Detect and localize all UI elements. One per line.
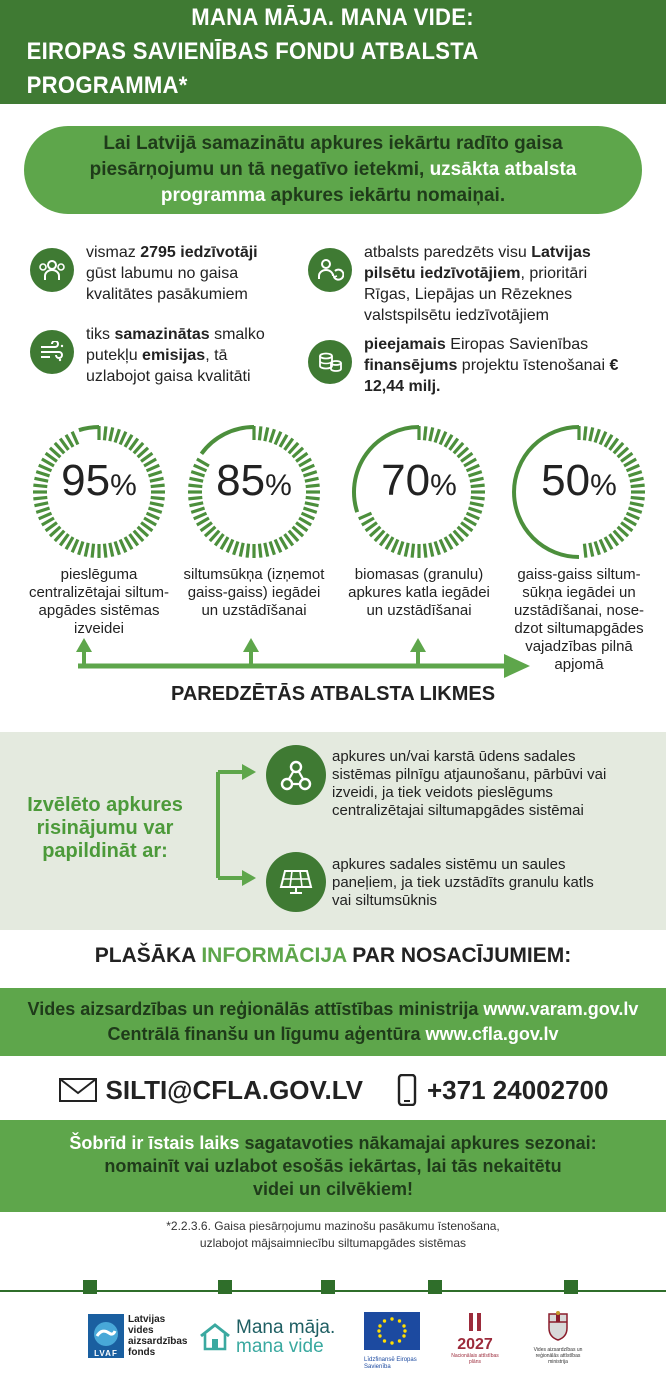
fact-residents-text: vismaz 2795 iedzīvotāji gūst labumu no gaisa kvalitātes pasākumiem (86, 244, 258, 303)
gauge-tick-filled (424, 426, 425, 440)
gauge-tick-filled (467, 513, 480, 519)
gauge-tick-filled (259, 426, 260, 440)
gauge-tick-filled (39, 513, 52, 519)
fact-cities (308, 242, 628, 326)
gauge-value-4: 50% (541, 456, 617, 505)
gauge-remainder-arc (201, 427, 254, 454)
gauge-tick-filled (590, 427, 593, 441)
footnote-line2: uzlabojot mājsaimniecību siltumapgādes sistēmas (199, 1236, 467, 1250)
gauge-tick-filled (191, 508, 204, 512)
lvaf-emblem: LVAF (88, 1314, 124, 1358)
gauge-tick-filled (79, 541, 83, 554)
gauge-tick-filled (110, 427, 113, 441)
gauge-tick-filled (468, 508, 481, 512)
gauge-tick-filled (275, 432, 281, 445)
email-text[interactable]: SILTI@CFLA.GOV.LV (105, 1074, 363, 1105)
phone-contact[interactable] (397, 1074, 608, 1106)
gauge-tick-filled (584, 426, 585, 440)
agencies-band (0, 988, 666, 1056)
footnote-line1: *2.2.3.6. Gaisa piesārņojumu mazinošu pasākumu īstenošana, (166, 1219, 500, 1233)
varam-logo: Vides aizsardzības un reģionālās attīstības ministrija (528, 1310, 588, 1365)
fact-residents (30, 242, 290, 305)
footnote (0, 1218, 666, 1252)
gauge-tick-filled (600, 540, 606, 553)
gauge-tick-filled (36, 508, 49, 512)
gauge-tick-filled (104, 544, 105, 558)
footer-divider (0, 1276, 666, 1296)
gauge-tick-filled (240, 543, 243, 557)
eu-logo: Līdzfinansē Eiropas Savienība (364, 1312, 424, 1371)
gauge-tick-filled (464, 518, 476, 525)
solar-panel-icon (266, 852, 326, 912)
people-icon (30, 248, 74, 292)
gauge-tick-filled (595, 429, 599, 442)
gauge-tick-filled (110, 543, 113, 557)
gauge-tick-filled (194, 513, 207, 519)
gauge-tick-filled (392, 540, 398, 553)
gauge-tick-filled (424, 544, 425, 558)
phone-icon (397, 1074, 417, 1106)
gauge-tick-filled (590, 543, 593, 557)
call-line3: videi un cilvēkiem! (252, 1178, 414, 1199)
agency-varam: Vides aizsardzības un reģionālās attīstības ministrija www.varam.gov.lv (27, 999, 639, 1019)
gauge-tick-filled (125, 435, 132, 447)
intro-pill (24, 126, 642, 214)
network-icon (266, 745, 326, 805)
call-line2: nomainīt vai uzlabot esošās iekārtas, lai tās nekaitētu (104, 1155, 562, 1176)
gauge-tick-filled (430, 543, 433, 557)
gauge-tick-filled (125, 537, 132, 549)
gauge-tick-filled (412, 544, 413, 558)
header-banner (0, 0, 666, 104)
gauge-tick-filled (115, 429, 119, 442)
cfla-link[interactable]: www.cfla.gov.lv (425, 1024, 559, 1044)
lvaf-logo: LVAF Latvijas vides aizsardzības fonds (88, 1314, 190, 1358)
house-icon (198, 1322, 232, 1352)
gauge-tick-filled (605, 537, 612, 549)
fact-emissions (30, 324, 290, 387)
fact-cities-text: atbalsts paredzēts visu Latvijas pilsētu iedzīvotājiem, prioritāri Rīgas, Liepājas un Rēzeknes valstspilsētu iedzīvotājiem (364, 244, 591, 324)
coins-icon (308, 340, 352, 384)
gauge-tick-filled (259, 544, 260, 558)
gauge-tick-filled (600, 432, 606, 445)
gauge-tick-filled (362, 518, 374, 525)
contacts-row (0, 1068, 666, 1112)
gauge-tick-filled (221, 537, 228, 549)
gauge-tick-filled (72, 432, 78, 445)
gauge-tick-filled (144, 518, 156, 525)
gauge-tick-filled (445, 435, 452, 447)
fact-funding-text: pieejamais Eiropas Savienības finansējums projektu īstenošanai € 12,44 milj. (364, 336, 619, 395)
header-title-line1: MANA MĀJA. MANA VIDE: (191, 4, 475, 31)
gauge-tick-filled (399, 541, 403, 554)
gauge-tick-filled (275, 540, 281, 553)
gauge-tick-filled (280, 537, 287, 549)
agency-cfla: Centrālā finanšu un līgumu aģentūra www.cfla.gov.lv (107, 1024, 559, 1044)
rates-title: PAREDZĒTĀS ATBALSTA LIKMES (170, 683, 496, 705)
extra-bracket-arrows (200, 760, 260, 890)
gauge-tick-filled (120, 432, 126, 445)
gauge-tick-filled (440, 540, 446, 553)
gauge-tick-filled (445, 537, 452, 549)
nap-logo: 2027 Nacionālais attīstības plāns (450, 1312, 500, 1365)
more-info-heading: PLAŠĀKA INFORMĀCIJA PAR NOSACĪJUMIEM: (94, 944, 572, 967)
header-title-line2: EIROPAS SAVIENĪBAS FONDU ATBALSTA PROGRAMMA* (26, 38, 478, 99)
extra-item-2: apkures sadales sistēmu un saules paneļiem, ja tiek uzstādīts granulu katls vai siltumsūknis (332, 856, 594, 909)
gauge-tick-filled (270, 541, 274, 554)
varam-link[interactable]: www.varam.gov.lv (483, 999, 639, 1019)
gauge-label-2: siltumsūkņa (izņemot gaiss-gaiss) iegādei un uzstādīšanai (183, 566, 325, 619)
gauge-value-3: 70% (381, 456, 457, 505)
gauge-value-1: 95% (61, 456, 137, 505)
gauge-value-2: 85% (216, 456, 292, 505)
gauge-tick-filled (85, 543, 88, 557)
rates-arrow (0, 636, 666, 680)
email-contact[interactable] (58, 1075, 363, 1106)
gauge-tick-filled (148, 508, 161, 512)
gauge-label-1: pieslēguma centralizētajai siltum-apgādes sistēmas izveidei (28, 566, 170, 637)
gauge-tick-filled (66, 435, 73, 447)
gauge-tick-filled (270, 429, 274, 442)
intro-text: Lai Latvijā samazinātu apkures iekārtu radīto gaisa piesārņojumu un tā negatīvo ietekmi, uzsākta atbalsta programma apkures iekārtu nomaiņai. (89, 133, 577, 206)
envelope-icon (58, 1077, 98, 1103)
gauge-tick-filled (624, 518, 636, 525)
gauge-tick-filled (120, 540, 126, 553)
gauge-tick-filled (280, 435, 287, 447)
gauge-tick-filled (92, 544, 93, 558)
gauge-tick-filled (359, 513, 372, 519)
phone-text[interactable]: +371 24002700 (426, 1074, 609, 1105)
gauge-tick-filled (435, 541, 439, 554)
call-line1: Šobrīd ir īstais laiks sagatavoties nākamajai apkures sezonai: (69, 1132, 597, 1153)
gauge-tick-filled (584, 544, 585, 558)
gauge-tick-filled (303, 508, 316, 512)
gauge-tick-filled (627, 513, 640, 519)
mana-maja-logo: Mana māja. mana vide (198, 1318, 335, 1356)
gauge-tick-filled (595, 541, 599, 554)
gauge-tick-filled (435, 429, 439, 442)
gauge-tick-filled (386, 537, 393, 549)
coat-of-arms-icon (543, 1310, 573, 1342)
call-to-action (0, 1120, 666, 1212)
gauge-tick-filled (440, 432, 446, 445)
fact-funding (308, 334, 628, 397)
extra-item-1: apkures un/vai karstā ūdens sadales sistēmas pilnīgu atjaunošanu, pārbūvi vai izveidi, ja tiek veidots pieslēgums centralizētajai siltumapgādes sistēmai (332, 748, 607, 819)
gauge-label-4: gaiss-gaiss siltum-sūkņa iegādei un uzstādīšanai, nose-dzot siltumapgādes vajadzības pilnā apjomā (513, 566, 645, 673)
gauge-tick-filled (104, 426, 105, 440)
gauge-tick-filled (197, 518, 209, 525)
extra-label: Izvēlēto apkures risinājumu var papildināt ar: (27, 794, 183, 862)
fact-emissions-text: tiks samazinātas smalko putekļu emisijas, tā uzlabojot gaisa kvalitāti (86, 326, 265, 385)
gauge-tick-filled (299, 518, 311, 525)
gauge-tick-filled (66, 537, 73, 549)
gauge-tick-filled (265, 427, 268, 441)
gauge-tick-filled (430, 427, 433, 441)
gauge-tick-filled (302, 513, 315, 519)
gauge-tick-filled (72, 540, 78, 553)
gauge-tick-filled (227, 540, 233, 553)
gauge-tick-filled (247, 544, 248, 558)
gauge-tick-filled (115, 541, 119, 554)
nap-bars-icon (465, 1312, 485, 1332)
gauge-tick-filled (234, 541, 238, 554)
gauge-remainder-arc (79, 427, 99, 430)
gauge-tick-filled (42, 518, 54, 525)
gauge-tick-filled (147, 513, 160, 519)
wind-icon (30, 330, 74, 374)
gauge-label-3: biomasas (granulu) apkures katla iegādei un uzstādīšanai (348, 566, 490, 619)
gauge-tick-filled (405, 543, 408, 557)
gauge-tick-filled (265, 543, 268, 557)
gauge-tick-filled (628, 508, 641, 512)
gauge-tick-filled (605, 435, 612, 447)
people-refresh-icon (308, 248, 352, 292)
eu-flag-icon (364, 1312, 420, 1350)
